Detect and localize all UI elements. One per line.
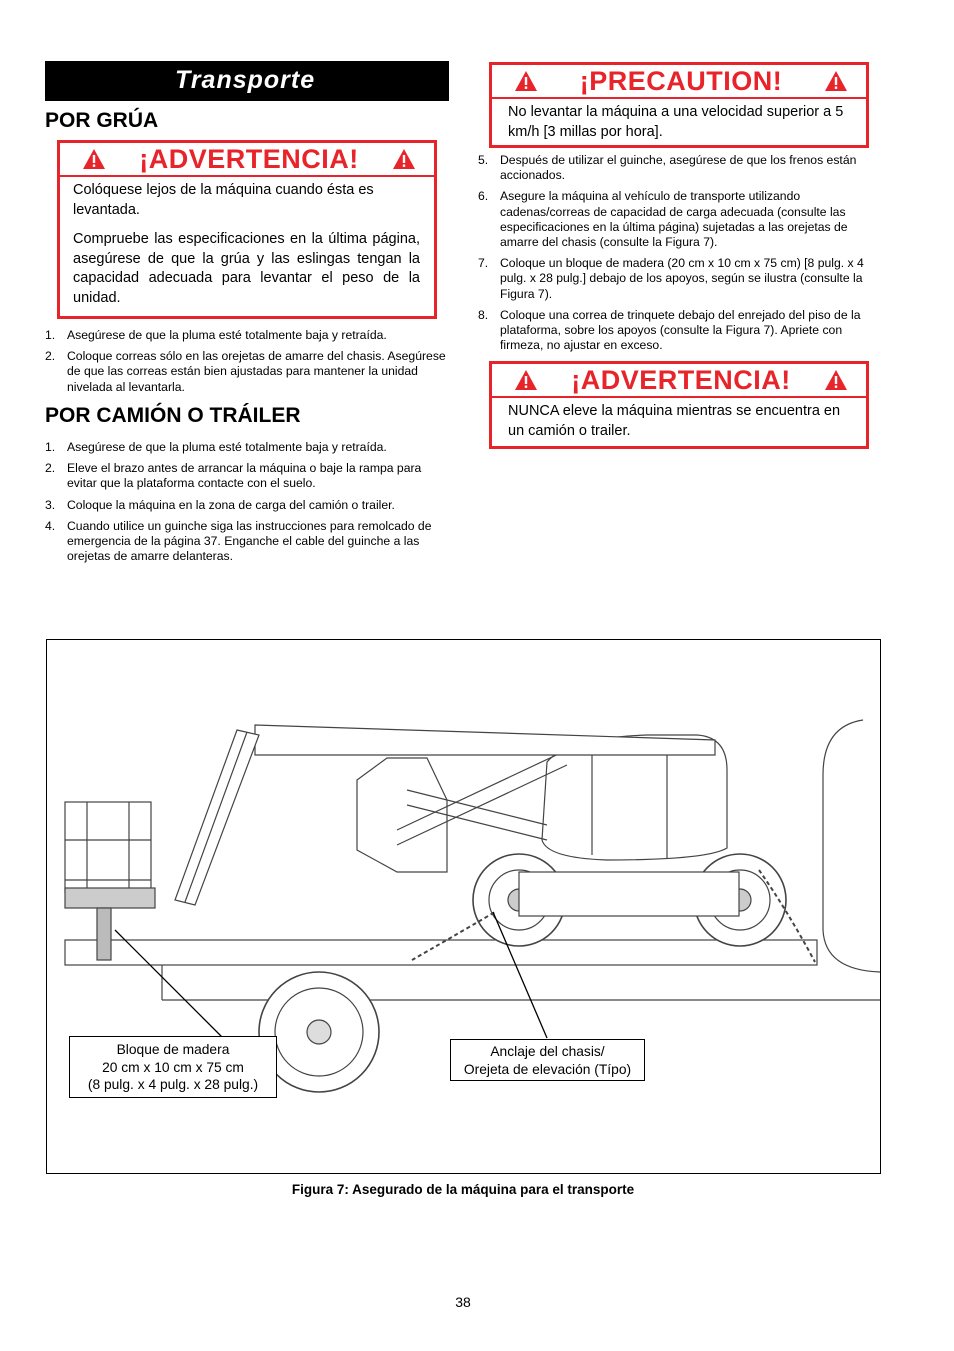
callout-line: (8 pulg. x 4 pulg. x 28 pulg.): [87, 1077, 259, 1092]
warning-triangle-icon: [514, 70, 538, 92]
list-item: 3. Coloque la máquina en la zona de carga del camión o trailer.: [45, 497, 395, 512]
crane-warning-text-2: Compruebe las especificaciones en la última página, asegúrese de que la grúa y las eslingas tengan la capacidad adecuada para levantar el peso de la unidad.: [73, 231, 420, 306]
wood-block-callout: [69, 1036, 277, 1098]
crane-heading: POR GRÚA: [45, 109, 159, 132]
crane-warning-title: ¡ADVERTENCIA!: [139, 143, 359, 174]
callout-line: Anclaje del chasis/: [490, 1044, 605, 1059]
section-title: Transporte: [175, 66, 316, 94]
crane-warning-header: [60, 143, 434, 177]
truck-warning-body: [492, 398, 866, 441]
warning-triangle-icon: [392, 148, 416, 170]
list-item: 8. Coloque una correa de trinquete debajo del enrejado del piso de la plataforma, sobre los apoyos (consulte la Figura 7). Apriete con firmeza, no ajustar en exceso.: [478, 307, 861, 353]
list-item: 2. Eleve el brazo antes de arrancar la máquina o baje la rampa para evitar que la plataforma contacte con el suelo.: [45, 461, 422, 491]
crane-steps-list: [45, 328, 450, 401]
list-item: 1. Asegúrese de que la pluma esté totalmente baja y retraída.: [45, 328, 387, 342]
truck-steps-list: [45, 440, 450, 570]
section-title-bar: [45, 61, 449, 101]
list-item: 5. Después de utilizar el guinche, asegúrese de que los frenos están accionados.: [478, 153, 857, 183]
precaution-text: No levantar la máquina a una velocidad superior a 5 km/h [3 millas por hora].: [508, 104, 844, 140]
truck-warning-text: NUNCA eleve la máquina mientras se encuentra en un camión o trailer.: [508, 403, 841, 439]
precaution-header: [492, 65, 866, 99]
truck-warning-box: [489, 361, 869, 449]
callout-line: 20 cm x 10 cm x 75 cm: [102, 1059, 244, 1075]
figure-caption: Figura 7: Asegurado de la máquina para el transporte: [291, 1182, 635, 1197]
callout-line: Orejeta de elevación (Típo): [463, 1061, 632, 1077]
crane-warning-box: [57, 140, 437, 319]
callout-line: Bloque de madera: [116, 1042, 230, 1057]
list-item: 6. Asegure la máquina al vehículo de transporte utilizando cadenas/correas de capacidad de carga adecuada (consulte las especificaciones en la última página) sujetadas a las orejetas de amarre del chasis (consulte la Figura 7).: [478, 189, 848, 250]
precaution-box: [489, 62, 869, 148]
warning-triangle-icon: [824, 70, 848, 92]
precaution-body: [492, 99, 866, 142]
truck-warning-header: [492, 364, 866, 398]
right-steps-list: [478, 153, 880, 359]
warning-triangle-icon: [82, 148, 106, 170]
list-item: 1. Asegúrese de que la pluma esté totalmente baja y retraída.: [45, 440, 387, 454]
crane-warning-body: [60, 177, 434, 308]
list-item: 4. Cuando utilice un guinche siga las instrucciones para remolcado de emergencia de la página 37. Enganche el cable del guinche a las orejetas de amarre delanteras.: [45, 518, 432, 564]
page-number: 38: [455, 1294, 471, 1310]
list-item: 2. Coloque correas sólo en las orejetas de amarre del chasis. Asegúrese de que las correas están bien ajustadas para mantener la unidad nivelada al levantarla.: [45, 349, 446, 394]
warning-triangle-icon: [824, 369, 848, 391]
chassis-anchor-callout: [450, 1039, 645, 1081]
precaution-title: ¡PRECAUTION!: [579, 65, 783, 96]
crane-warning-text-1: Colóquese lejos de la máquina cuando ésta es levantada.: [73, 182, 374, 218]
warning-triangle-icon: [514, 369, 538, 391]
figure-frame: [46, 639, 881, 1174]
truck-warning-title: ¡ADVERTENCIA!: [571, 364, 791, 395]
list-item: 7. Coloque un bloque de madera (20 cm x 10 cm x 75 cm) [8 pulg. x 4 pulg. x 28 pulg.] debajo de los apoyos, según se ilustra (consulte la Figura 7).: [478, 256, 864, 301]
truck-heading: POR CAMIÓN O TRÁILER: [45, 404, 301, 427]
